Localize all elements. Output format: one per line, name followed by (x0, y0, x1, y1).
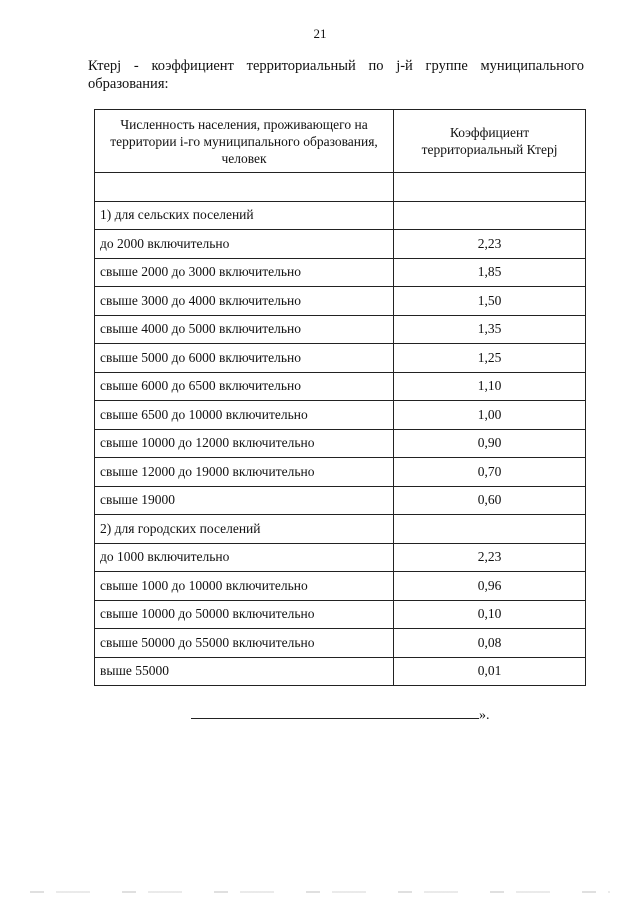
coefficient-cell: 2,23 (394, 230, 586, 259)
coefficient-cell: 0,10 (394, 600, 586, 629)
table-row (95, 629, 586, 658)
scan-artifact (30, 891, 610, 893)
table-header-row (95, 110, 586, 173)
coefficient-cell: 0,90 (394, 429, 586, 458)
signature-rule (191, 706, 479, 719)
coefficient-cell: 1,50 (394, 287, 586, 316)
coefficient-cell: 0,60 (394, 486, 586, 515)
table-row (95, 401, 586, 430)
table-row (95, 429, 586, 458)
population-cell: свыше 19000 (95, 486, 394, 515)
table-row (95, 287, 586, 316)
table-body (95, 173, 586, 686)
table-row (95, 201, 586, 230)
table-row (95, 230, 586, 259)
population-cell: свыше 50000 до 55000 включительно (95, 629, 394, 658)
coefficient-table (94, 109, 586, 686)
table-row (95, 572, 586, 601)
population-cell: выше 55000 (95, 657, 394, 686)
population-cell: свыше 6000 до 6500 включительно (95, 372, 394, 401)
population-cell: свыше 12000 до 19000 включительно (95, 458, 394, 487)
table-row (95, 600, 586, 629)
coefficient-cell (394, 515, 586, 544)
table-row (95, 486, 586, 515)
coefficient-cell: 1,85 (394, 258, 586, 287)
table-row (95, 515, 586, 544)
table-row (95, 173, 586, 202)
header-coefficient: Коэффициент территориальный Ктерj (394, 110, 586, 173)
population-cell: свыше 5000 до 6000 включительно (95, 344, 394, 373)
coefficient-cell: 2,23 (394, 543, 586, 572)
coefficient-cell: 0,01 (394, 657, 586, 686)
population-cell: свыше 6500 до 10000 включительно (95, 401, 394, 430)
population-cell: свыше 10000 до 12000 включительно (95, 429, 394, 458)
coefficient-cell (394, 201, 586, 230)
closing-quote: ». (479, 708, 490, 723)
table-row (95, 344, 586, 373)
header-population: Численность населения, проживающего на территории i-го муниципального образования, человек (95, 110, 394, 173)
signoff-line (191, 706, 490, 724)
coefficient-cell: 0,08 (394, 629, 586, 658)
coefficient-cell: 0,70 (394, 458, 586, 487)
table-row (95, 315, 586, 344)
population-cell (95, 173, 394, 202)
coefficient-cell: 0,96 (394, 572, 586, 601)
population-cell: свыше 1000 до 10000 включительно (95, 572, 394, 601)
table-row (95, 258, 586, 287)
table-row (95, 458, 586, 487)
coefficient-cell: 1,10 (394, 372, 586, 401)
table-row (95, 657, 586, 686)
population-cell: свыше 3000 до 4000 включительно (95, 287, 394, 316)
page-number: 21 (313, 26, 327, 41)
population-cell: свыше 2000 до 3000 включительно (95, 258, 394, 287)
population-cell: до 2000 включительно (95, 230, 394, 259)
population-cell: 1) для сельских поселений (95, 201, 394, 230)
population-cell: 2) для городских поселений (95, 515, 394, 544)
population-cell: до 1000 включительно (95, 543, 394, 572)
intro-paragraph: Ктерj - коэффициент территориальный по j-й группе муниципального образования: (88, 58, 584, 92)
coefficient-cell: 1,00 (394, 401, 586, 430)
coefficient-cell (394, 173, 586, 202)
coefficient-cell: 1,25 (394, 344, 586, 373)
table-row (95, 372, 586, 401)
table-row (95, 543, 586, 572)
population-cell: свыше 10000 до 50000 включительно (95, 600, 394, 629)
coefficient-cell: 1,35 (394, 315, 586, 344)
population-cell: свыше 4000 до 5000 включительно (95, 315, 394, 344)
